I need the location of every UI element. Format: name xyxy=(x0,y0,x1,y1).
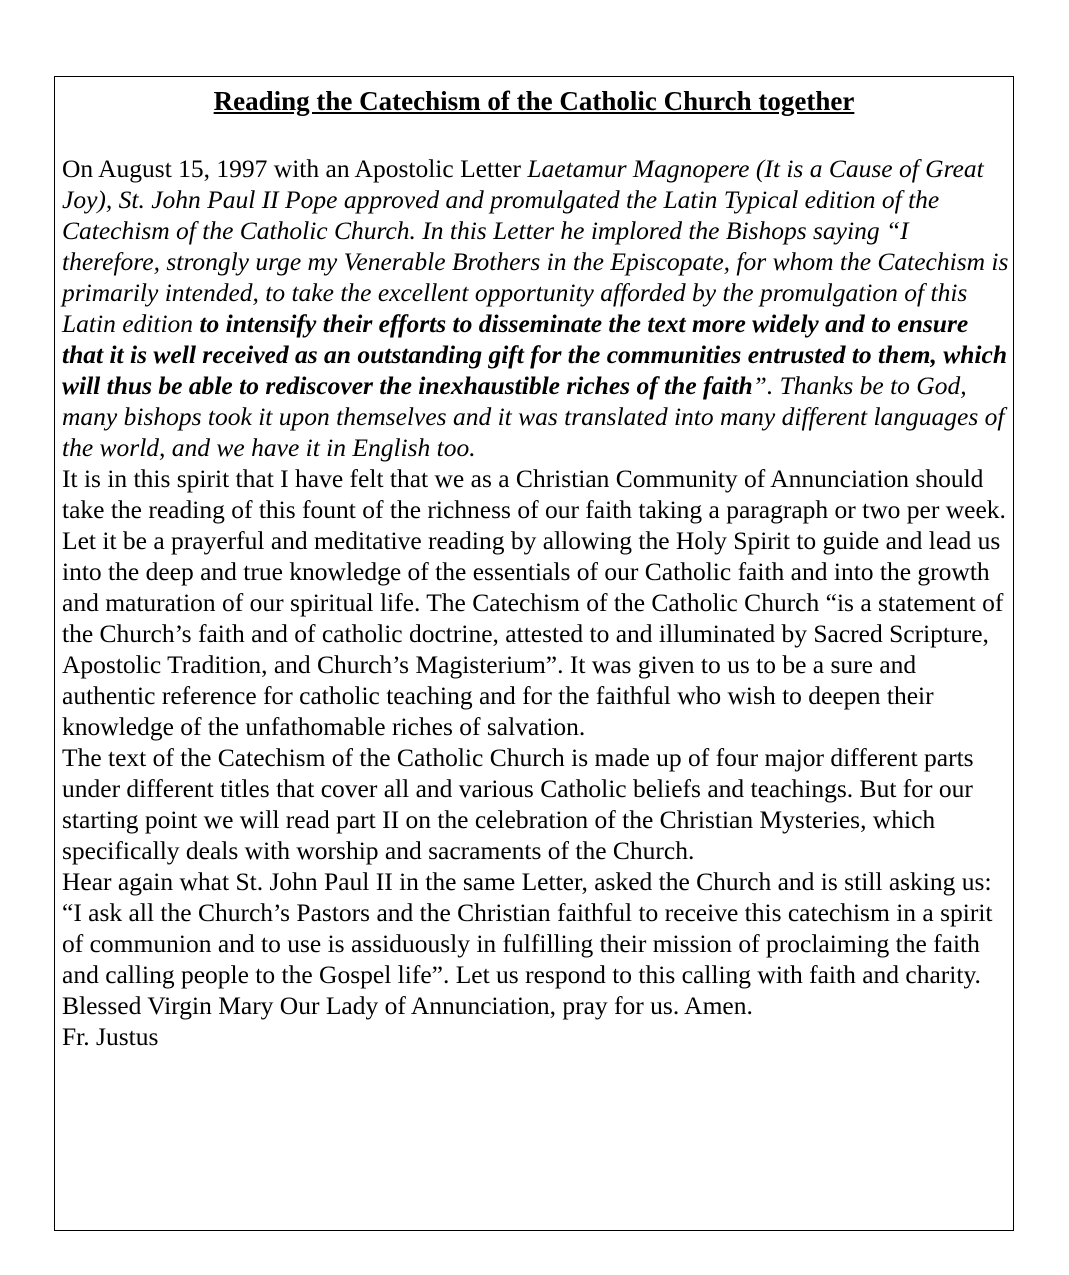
document-frame xyxy=(54,76,1014,1231)
paragraph-1-bold-italic: to intensify their efforts to disseminate the text more widely and to ensure that it is well received as an outstanding gift for the communities entrusted to them, which will thus be able to rediscover the inexhaustible riches of the faith xyxy=(62,309,1008,400)
paragraph-calling: Hear again what St. John Paul II in the same Letter, asked the Church and is still asking us: “I ask all the Church’s Pastors and the Christian faithful to receive this catechism in a spirit of communion and to use is assiduously in fulfilling their mission of proclaiming the faith and calling people to the Gospel life”. Let us respond to this calling with faith and charity. xyxy=(62,867,993,989)
signature: Fr. Justus xyxy=(62,1022,159,1051)
paragraph-1-italic-end: ”. Thanks be to God, many bishops took it upon themselves and it was translated into many different languages of the world, and we have it in English too. xyxy=(62,371,1005,462)
document-title: Reading the Catechism of the Catholic Church together xyxy=(213,86,855,116)
paragraph-1-intro: On August 15, 1997 with an Apostolic Letter xyxy=(62,154,528,183)
paragraph-structure: The text of the Catechism of the Catholic Church is made up of four major different parts under different titles that cover all and various Catholic beliefs and teachings. But for our starting point we will read part II on the celebration of the Christian Mysteries, which specifically deals with worship and sacraments of the Church. xyxy=(62,743,974,865)
prayer-line: Blessed Virgin Mary Our Lady of Annunciation, pray for us. Amen. xyxy=(62,991,753,1020)
paragraph-1-italic: Laetamur Magnopere (It is a Cause of Great Joy), St. John Paul II Pope approved and promulgated the Latin Typical edition of the Catechism of the Catholic Church. In this Letter he implored the Bishops saying “I therefore, strongly urge my Venerable Brothers in the Episcopate, for whom the Catechism is primarily intended, to take the excellent opportunity afforded by the promulgation of this Latin edition xyxy=(62,154,1009,338)
paragraph-apostolic-letter xyxy=(62,153,1012,463)
document-body xyxy=(62,153,1012,1052)
paragraph-spirit: It is in this spirit that I have felt that we as a Christian Community of Annunciation should take the reading of this fount of the richness of our faith taking a paragraph or two per week. Let it be a prayerful and meditative reading by allowing the Holy Spirit to guide and lead us into the deep and true knowledge of the essentials of our Catholic faith and into the growth and maturation of our spiritual life. The Catechism of the Catholic Church “is a statement of the Church’s faith and of catholic doctrine, attested to and illuminated by Sacred Scripture, Apostolic Tradition, and Church’s Magisterium”. It was given to us to be a sure and authentic reference for catholic teaching and for the faithful who wish to deepen their knowledge of the unfathomable riches of salvation. xyxy=(62,464,1006,741)
